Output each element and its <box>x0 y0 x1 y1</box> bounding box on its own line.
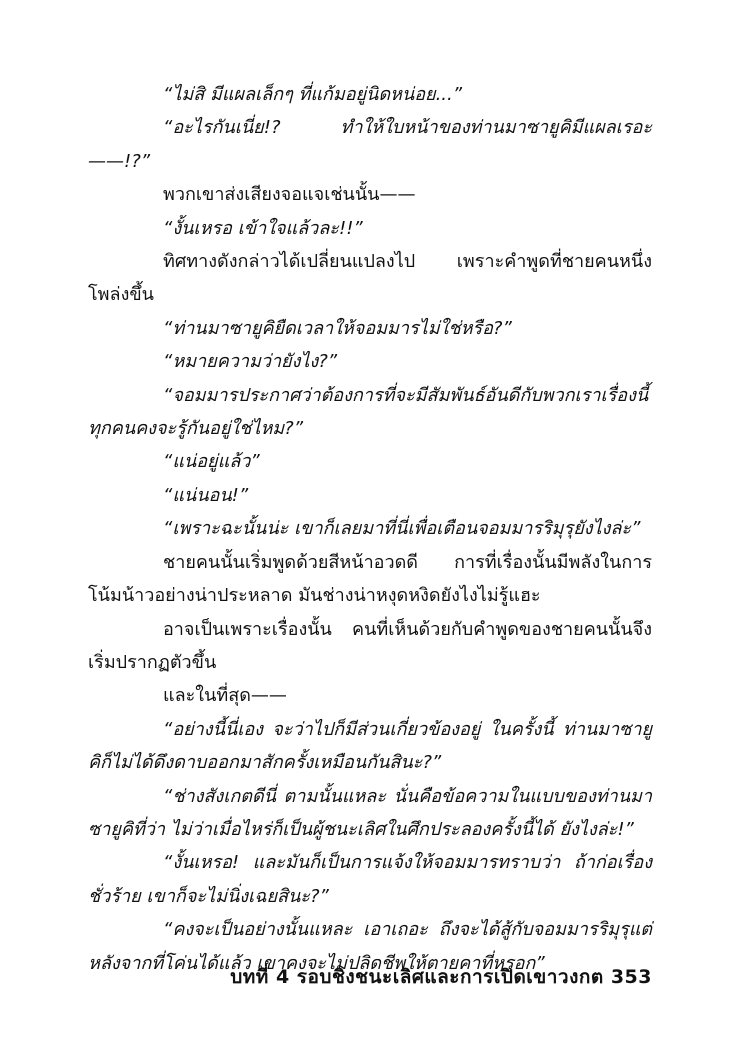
narration-paragraph: และในที่สุด—— <box>163 685 287 707</box>
narration-paragraph: ทิศทางดังกล่าวได้เปลี่ยนแปลงไป เพราะคำพูดที่ชายคนหนึ่งโพล่งขึ้น <box>88 251 652 306</box>
narration-paragraph: พวกเขาส่งเสียงจอแจเช่นนั้น—— <box>163 184 416 206</box>
dialogue-paragraph: “หมายความว่ายังไง?” <box>163 351 338 373</box>
page-footer: บทที่ 4 รอบชิงชนะเลิศและการเปิดเขาวงกต 353 <box>230 966 652 988</box>
dialogue-paragraph: “เพราะฉะนั้นน่ะ เขาก็เลยมาที่นี่เพื่อเตือนจอมมารริมุรุยังไงล่ะ” <box>163 518 641 540</box>
dialogue-paragraph: “ไม่สิ มีแผลเล็กๆ ที่แก้มอยู่นิดหน่อย...” <box>163 84 463 105</box>
dialogue-paragraph: “อะไรกันเนี่ย!? ทำให้ใบหน้าของท่านมาซายูคิมีแผลเรอะ——!?” <box>88 117 652 172</box>
narration-paragraph: อาจเป็นเพราะเรื่องนั้น คนที่เห็นด้วยกับคำพูดของชายคนนั้นจึงเริ่มปรากฏตัวขึ้น <box>88 618 652 673</box>
dialogue-paragraph: “จอมมารประกาศว่าต้องการที่จะมีสัมพันธ์อันดีกับพวกเราเรื่องนี้ทุกคนคงจะรู้กันอยู่ใช่ไหม?” <box>88 384 649 440</box>
dialogue-paragraph: “งั้นเหรอ! และมันก็เป็นการแจ้งให้จอมมารทราบว่า ถ้าก่อเรื่องชั่วร้าย เขาก็จะไม่นิ่งเฉยสินะ?” <box>88 852 652 907</box>
narration-paragraph: ชายคนนั้นเริ่มพูดด้วยสีหน้าอวดดี การที่เรื่องนั้นมีพลังในการโน้มน้าวอย่างน่าประหลาด มันช่างน่าหงุดหงิดยังไงไม่รู้แฮะ <box>88 551 652 607</box>
dialogue-paragraph: “อย่างนี้นี่เอง จะว่าไปก็มีส่วนเกี่ยวข้องอยู่ ในครั้งนี้ ท่านมาซายูคิก็ไม่ได้ดึงดาบออกมาสักครั้งเหมือนกันสินะ?” <box>88 718 652 774</box>
dialogue-paragraph: “งั้นเหรอ เข้าใจแล้วละ!!” <box>163 217 363 239</box>
dialogue-paragraph: “แน่อยู่แล้ว” <box>163 451 260 473</box>
dialogue-paragraph: “ท่านมาซายูคิยืดเวลาให้จอมมารไม่ใช่หรือ?” <box>163 317 512 339</box>
dialogue-paragraph: “คงจะเป็นอย่างนั้นแหละ เอาเถอะ ถึงจะได้สู้กับจอมมารริมุรุแต่หลังจากที่โค่นได้แล้ว เขาคงจะไม่ปลิดชีพให้ตายคาที่หรอก” <box>88 919 652 974</box>
dialogue-paragraph: “ช่างสังเกตดีนี่ ตามนั้นแหละ นั่นคือข้อความในแบบของท่านมาซายูคิที่ว่า ไม่ว่าเมื่อไหร่ก็เป็นผู้ชนะเลิศในศึกประลองครั้งนี้ได้ ยังไงล่ะ!” <box>88 785 652 840</box>
body-text <box>88 78 652 980</box>
dialogue-paragraph: “แน่นอน!” <box>163 484 249 506</box>
